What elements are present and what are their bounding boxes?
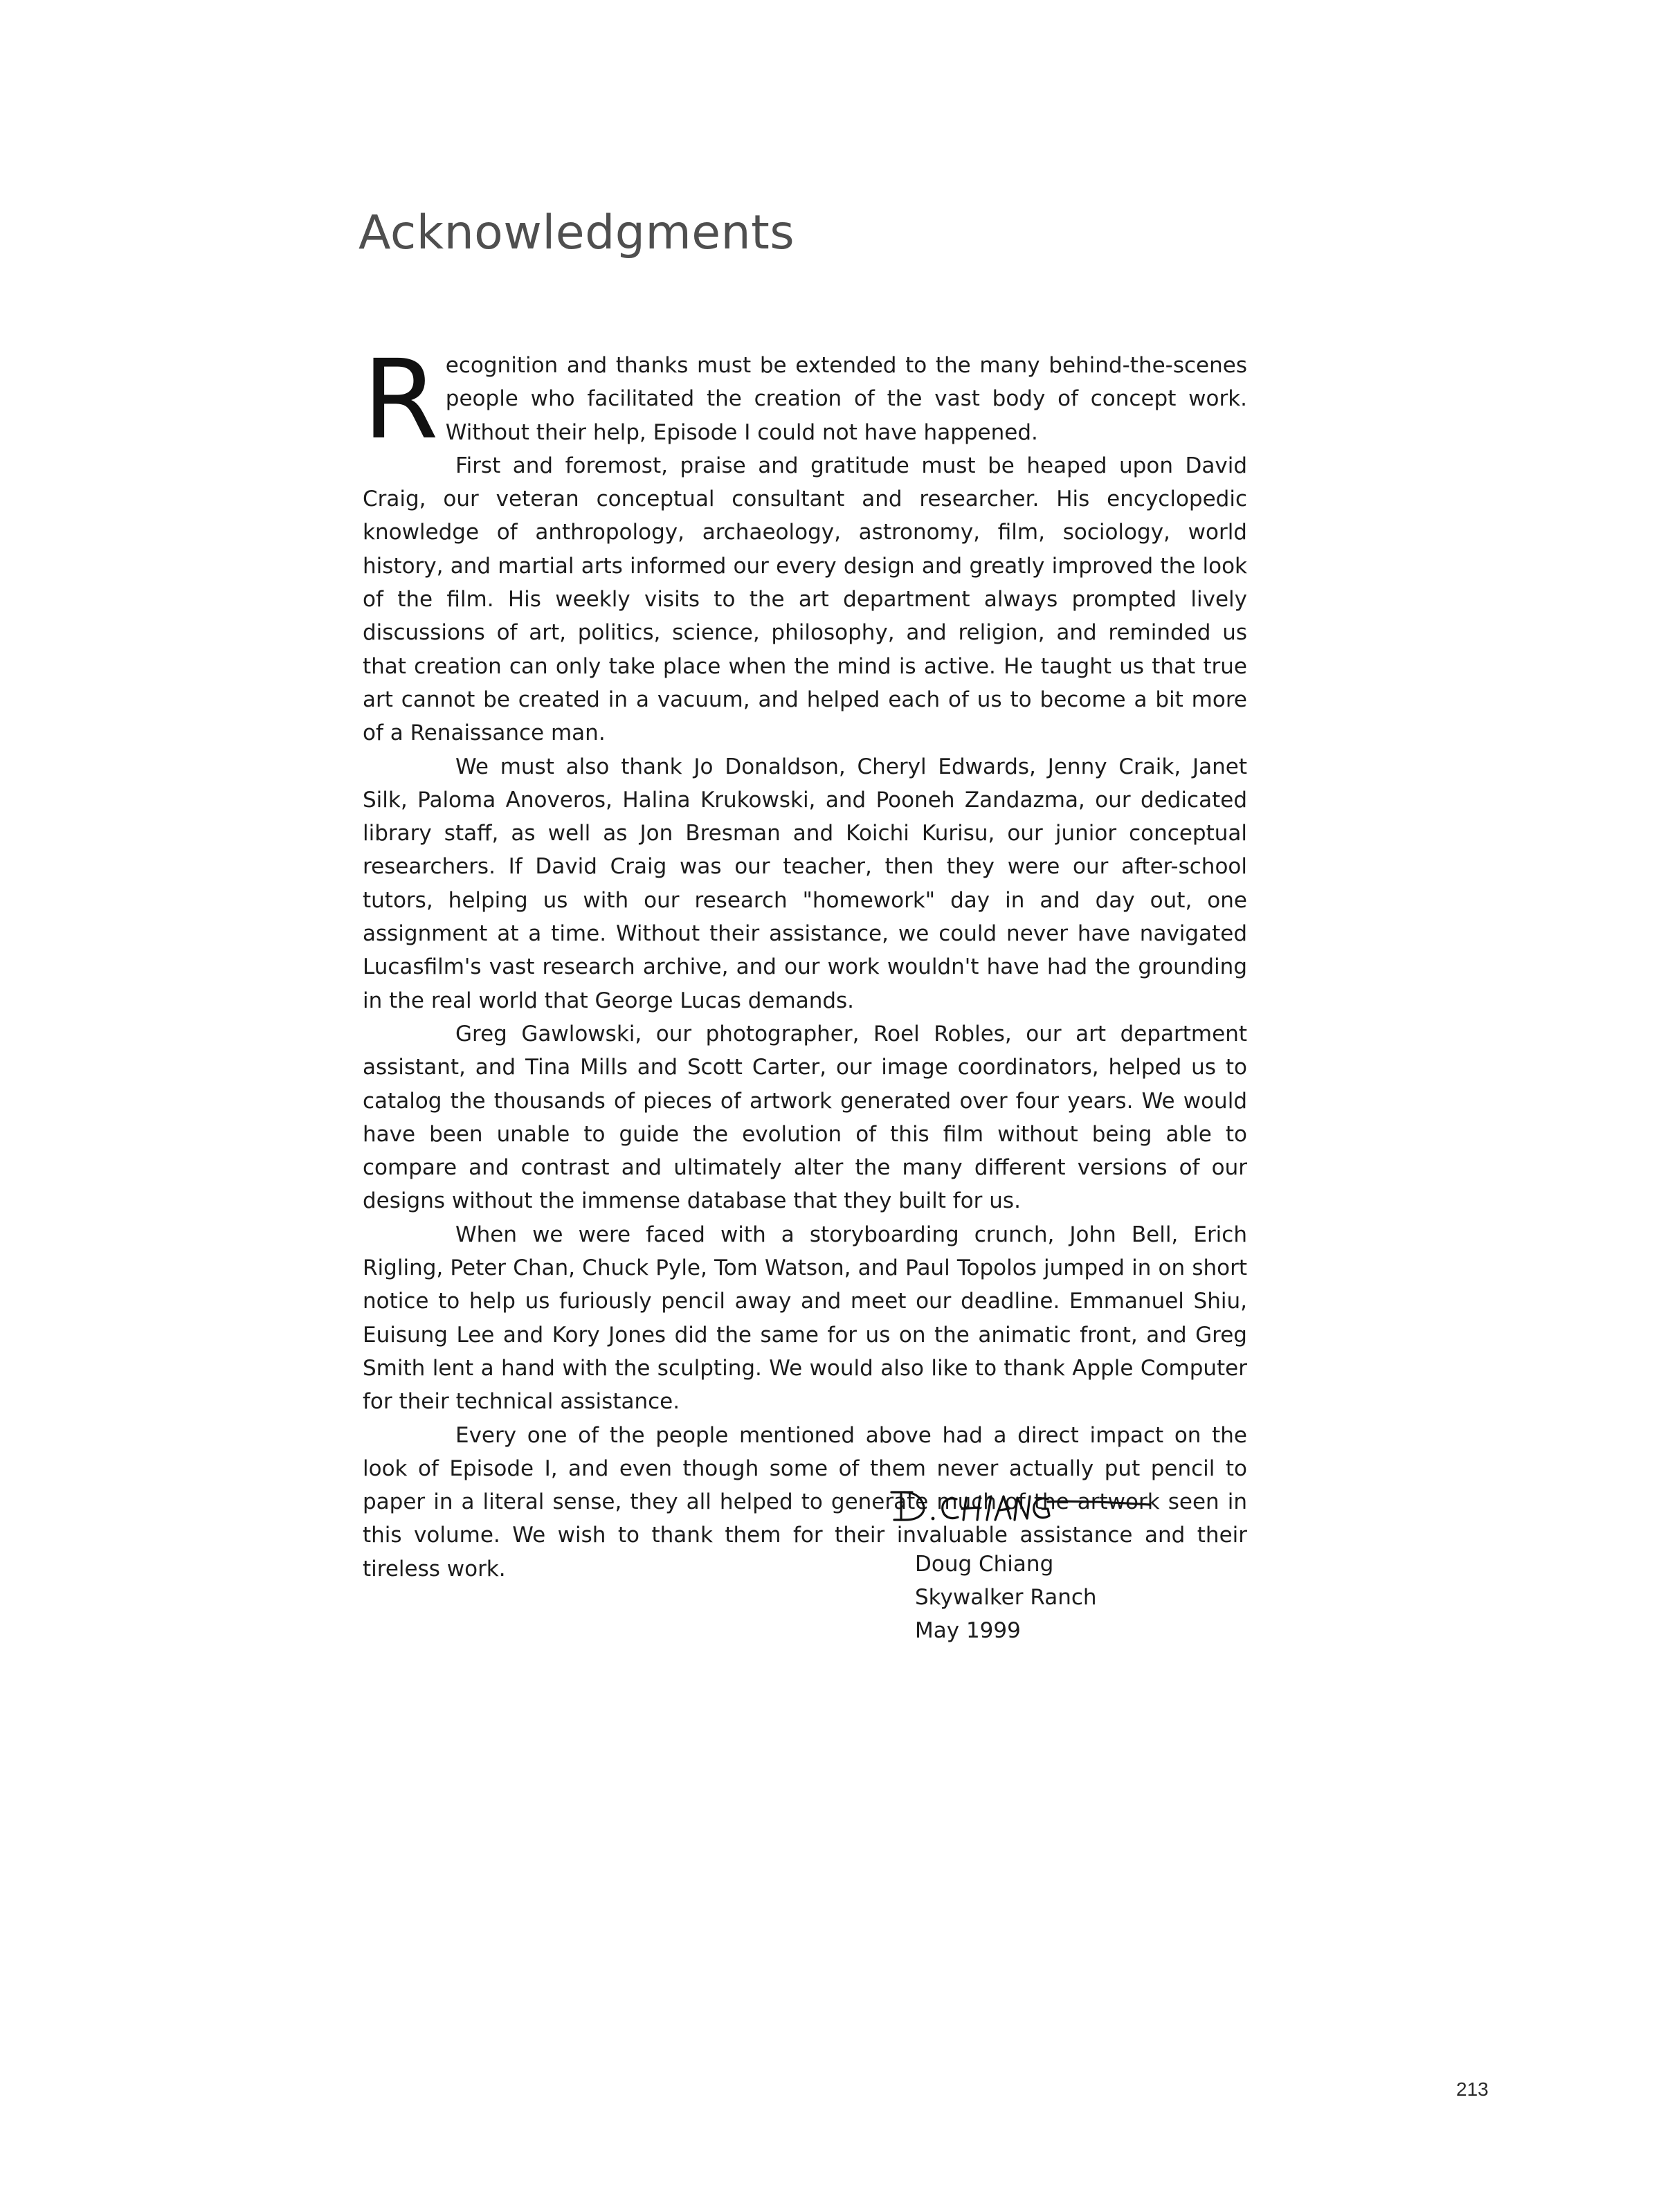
acknowledgments-body xyxy=(363,336,1247,1586)
page-number: 213 xyxy=(1456,2078,1489,2100)
paragraph-intro-text: ecognition and thanks must be extended to the many behind-the-scenes people who facilitated the creation of the vast body of concept work. Without their help, Episode I could not have happened. xyxy=(445,353,1247,445)
signer-name: Doug Chiang xyxy=(915,1552,1054,1577)
signer-location: Skywalker Ranch xyxy=(915,1585,1097,1610)
paragraph-david-craig: First and foremost, praise and gratitude must be heaped upon David Craig, our veteran conceptual consultant and researcher. His encyclopedic knowledge of anthropology, archaeology, astronomy, film, sociology, world history, and martial arts informed our every design and greatly improved the look of the film. His weekly visits to the art department always prompted lively discussions of art, politics, science, philosophy, and religion, and reminded us that creation can only take place when the mind is active. He taught us that true art cannot be created in a vacuum, and helped each of us to become a bit more of a Renaissance man. xyxy=(363,453,1247,746)
signer-date: May 1999 xyxy=(915,1618,1021,1643)
paragraph-library-staff: We must also thank Jo Donaldson, Cheryl Edwards, Jenny Craik, Janet Silk, Paloma Anoveros, Halina Krukowski, and Pooneh Zandazma, our dedicated library staff, as well as Jon Bresman and Koichi Kurisu, our junior conceptual researchers. If David Craig was our teacher, then they were our after-school tutors, helping us with our research "homework" day in and day out, one assignment at a time. Without their assistance, we could never have navigated Lucasfilm's vast research archive, and our work wouldn't have had the grounding in the real world that George Lucas demands. xyxy=(363,754,1247,1013)
paragraph-closing: Every one of the people mentioned above had a direct impact on the look of Episode I, and even though some of them never actually put pencil to paper in a literal sense, they all helped to generate much of the artwork seen in this volume. We wish to thank them for their invaluable assistance and their tireless work. xyxy=(363,1422,1247,1581)
drop-cap: R xyxy=(363,336,439,464)
paragraph-photographers: Greg Gawlowski, our photographer, Roel Robles, our art department assistant, and Tina Mills and Scott Carter, our image coordinators, helped us to catalog the thousands of pieces of artwork generated over four years. We would have been unable to guide the evolution of this film without being able to compare and contrast and ultimately alter the many different versions of our designs without the immense database that they built for us. xyxy=(363,1021,1247,1214)
paragraph-storyboarding: When we were faced with a storyboarding crunch, John Bell, Erich Rigling, Peter Chan, Chuck Pyle, Tom Watson, and Paul Topolos jumped in on short notice to help us furiously pencil away and meet our deadline. Emmanuel Shiu, Euisung Lee and Kory Jones did the same for us on the animatic front, and Greg Smith lent a hand with the sculpting. We would also like to thank Apple Computer for their technical assistance. xyxy=(363,1222,1247,1415)
paragraph-intro xyxy=(363,336,1247,464)
signature-block xyxy=(915,1548,1097,1647)
handwritten-signature xyxy=(884,1477,1161,1539)
page-title: Acknowledgments xyxy=(358,206,795,260)
